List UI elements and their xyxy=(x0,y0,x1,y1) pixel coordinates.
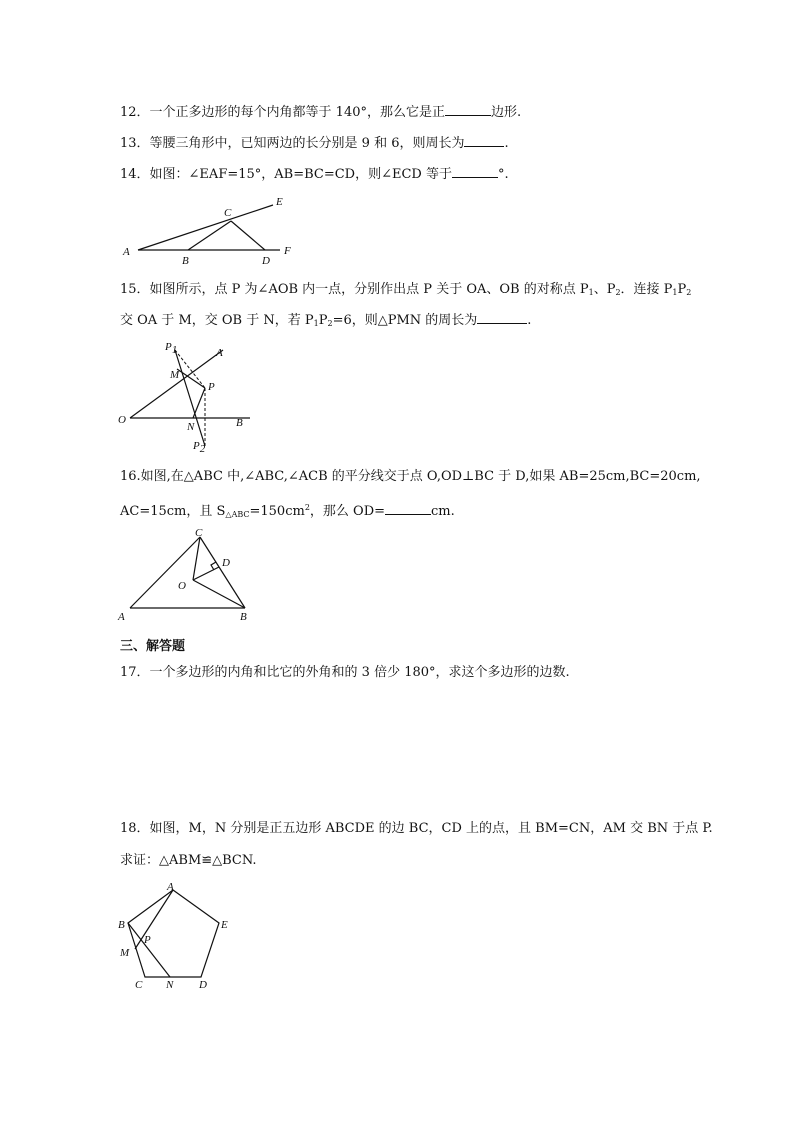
answer-blank xyxy=(464,134,504,147)
subscript: △ABC xyxy=(225,510,250,519)
q15-text: =6，则△PMN 的周长为 xyxy=(332,313,478,328)
answer-blank xyxy=(452,165,498,178)
section-heading: 三、解答题 xyxy=(120,639,186,654)
label-c: C xyxy=(195,527,203,539)
label-n: N xyxy=(166,979,174,991)
q12-text: 12．一个正多边形的每个内角都等于 140°，那么它是正 xyxy=(120,105,445,120)
label-d: D xyxy=(262,255,270,267)
q14-text-end: °. xyxy=(498,167,509,182)
q16-text: AC=15cm，且 S xyxy=(120,504,226,519)
question-18-line1: 18．如图，M，N 分别是正五边形 ABCDE 的边 BC，CD 上的点，且 BM=CN，AM 交 BN 于点 P. xyxy=(120,821,713,836)
label-d: D xyxy=(199,979,207,991)
label-d: D xyxy=(222,557,230,569)
q16-text: 16.如图,在△ABC 中,∠ABC,∠ACB 的平分线交于点 O,OD⊥BC 于 D,如果 AB=25cm,BC=20cm, xyxy=(120,469,701,484)
question-15-line1 xyxy=(120,281,691,302)
label-a: A xyxy=(216,347,223,359)
label-b: B xyxy=(182,255,189,267)
label-o: O xyxy=(118,414,126,426)
superscript: 2 xyxy=(304,503,310,512)
q12-text-end: 边形. xyxy=(491,105,522,120)
q16-text-end: cm. xyxy=(431,504,455,519)
label-a: A xyxy=(123,246,130,258)
question-16-line2 xyxy=(120,499,455,524)
q15-text: 、P xyxy=(593,282,616,297)
answer-blank xyxy=(445,103,491,116)
question-17: 17．一个多边形的内角和比它的外角和的 3 倍少 180°，求这个多边形的边数. xyxy=(120,665,570,680)
answer-blank xyxy=(385,502,431,515)
q15-text: ．连接 P xyxy=(620,282,673,297)
figure-15 xyxy=(115,338,260,458)
label-a: A xyxy=(167,881,174,893)
label-c: C xyxy=(135,979,143,991)
q15-text: 15．如图所示，点 P 为∠AOB 内一点，分别作出点 P 关于 OA、OB 的对称点 P xyxy=(120,282,589,297)
label-o: O xyxy=(178,580,186,592)
label-p1: P1 xyxy=(165,341,178,356)
label-f: F xyxy=(284,245,291,257)
label-m: M xyxy=(120,947,130,959)
subscript: 2 xyxy=(615,288,621,297)
subscript: 2 xyxy=(686,288,692,297)
subscript: 1 xyxy=(588,288,594,297)
label-p2: P2 xyxy=(193,440,206,455)
label-p: P xyxy=(144,934,151,946)
subscript: 1 xyxy=(672,288,678,297)
question-13 xyxy=(120,134,509,153)
label-a: A xyxy=(118,611,125,623)
figure-18 xyxy=(115,880,235,995)
answer-blank xyxy=(477,311,527,324)
label-b: B xyxy=(236,417,243,429)
q15-text: P xyxy=(318,313,328,328)
question-12 xyxy=(120,103,521,122)
subscript: 1 xyxy=(313,319,319,328)
q13-text: 13．等腰三角形中，已知两边的长分别是 9 和 6，则周长为 xyxy=(120,136,465,151)
label-p: P xyxy=(208,381,215,393)
question-15-line2 xyxy=(120,311,531,333)
q14-text: 14．如图：∠EAF=15°，AB=BC=CD，则∠ECD 等于 xyxy=(120,167,452,182)
question-16-line1 xyxy=(120,468,701,486)
label-m: M xyxy=(170,369,180,381)
q15-text: P xyxy=(677,282,687,297)
figure-16 xyxy=(115,525,260,625)
question-14 xyxy=(120,165,509,184)
figure-14 xyxy=(118,192,308,267)
label-c: C xyxy=(224,207,232,219)
label-e: E xyxy=(221,919,228,931)
question-18-line2: 求证：△ABM≌△BCN. xyxy=(120,853,257,868)
label-e: E xyxy=(276,196,283,208)
q15-text-end: . xyxy=(527,313,532,328)
q13-text-end: . xyxy=(504,136,509,151)
subscript: 2 xyxy=(327,319,333,328)
label-b: B xyxy=(240,611,247,623)
q16-text: ，那么 OD= xyxy=(309,504,386,519)
q16-text: =150cm xyxy=(249,504,305,519)
q15-text: 交 OA 于 M，交 OB 于 N，若 P xyxy=(120,313,314,328)
label-b: B xyxy=(118,919,125,931)
label-n: N xyxy=(187,421,195,433)
